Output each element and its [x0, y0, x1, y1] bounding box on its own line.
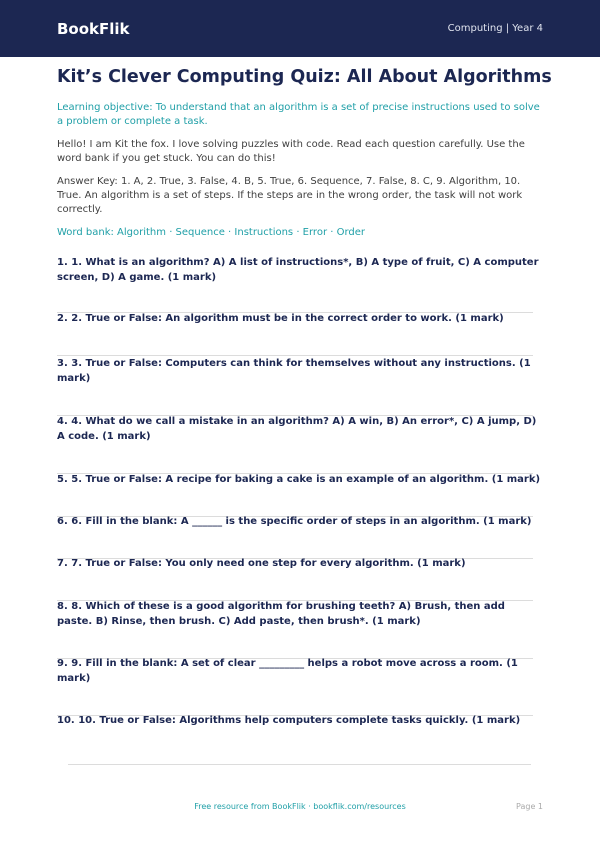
brand-logo[interactable]: BookFlik — [57, 19, 130, 38]
question-2: 2. 2. True or False: An algorithm must be in the correct order to work. (1 mark) — [57, 313, 504, 324]
answer-key: Answer Key: 1. A, 2. True, 3. False, 4. B, 5. True, 6. Sequence, 7. False, 8. C, 9. Algorithm, 10. True. An algorithm is a set of steps. If the steps are in the wrong order, the task will not work correctly. — [57, 176, 523, 215]
word-bank: Word bank: Algorithm · Sequence · Instructions · Error · Order — [57, 227, 366, 238]
page-header — [0, 0, 600, 57]
page-title: Kit’s Clever Computing Quiz: All About Algorithms — [57, 67, 552, 87]
question-5: 5. 5. True or False: A recipe for baking a cake is an example of an algorithm. (1 mark) — [57, 474, 541, 485]
footer-source[interactable]: Free resource from BookFlik · bookflik.com/resources — [194, 802, 406, 811]
subject-year-label: Computing | Year 4 — [447, 23, 543, 34]
question-6: 6. 6. Fill in the blank: A ______ is the specific order of steps in an algorithm. (1 mark) — [57, 516, 532, 527]
learning-objective: Learning objective: To understand that an algorithm is a set of precise instructions used to solve a problem or complete a task. — [57, 102, 540, 127]
question-7: 7. 7. True or False: You only need one step for every algorithm. (1 mark) — [57, 558, 466, 569]
worksheet-content — [57, 57, 552, 728]
question-list — [57, 255, 543, 728]
footer-rule — [68, 764, 531, 765]
question-3: 3. 3. True or False: Computers can think for themselves without any instructions. (1 mark) — [57, 358, 531, 384]
page-number: Page 1 — [516, 802, 543, 811]
question-10: 10. 10. True or False: Algorithms help computers complete tasks quickly. (1 mark) — [57, 715, 521, 726]
question-9: 9. 9. Fill in the blank: A set of clear _________ helps a robot move across a room. (1 mark) — [57, 658, 518, 684]
question-4: 4. 4. What do we call a mistake in an algorithm? A) A win, B) An error*, C) A jump, D) A code. (1 mark) — [57, 416, 537, 442]
intro-text: Hello! I am Kit the fox. I love solving puzzles with code. Read each question carefully. Use the word bank if you get stuck. You can do this! — [57, 139, 525, 164]
question-1: 1. 1. What is an algorithm? A) A list of instructions*, B) A type of fruit, C) A computer screen, D) A game. (1 mark) — [57, 257, 539, 283]
question-8: 8. 8. Which of these is a good algorithm for brushing teeth? A) Brush, then add paste. B) Rinse, then brush. C) Add paste, then brush*. (1 mark) — [57, 601, 505, 627]
